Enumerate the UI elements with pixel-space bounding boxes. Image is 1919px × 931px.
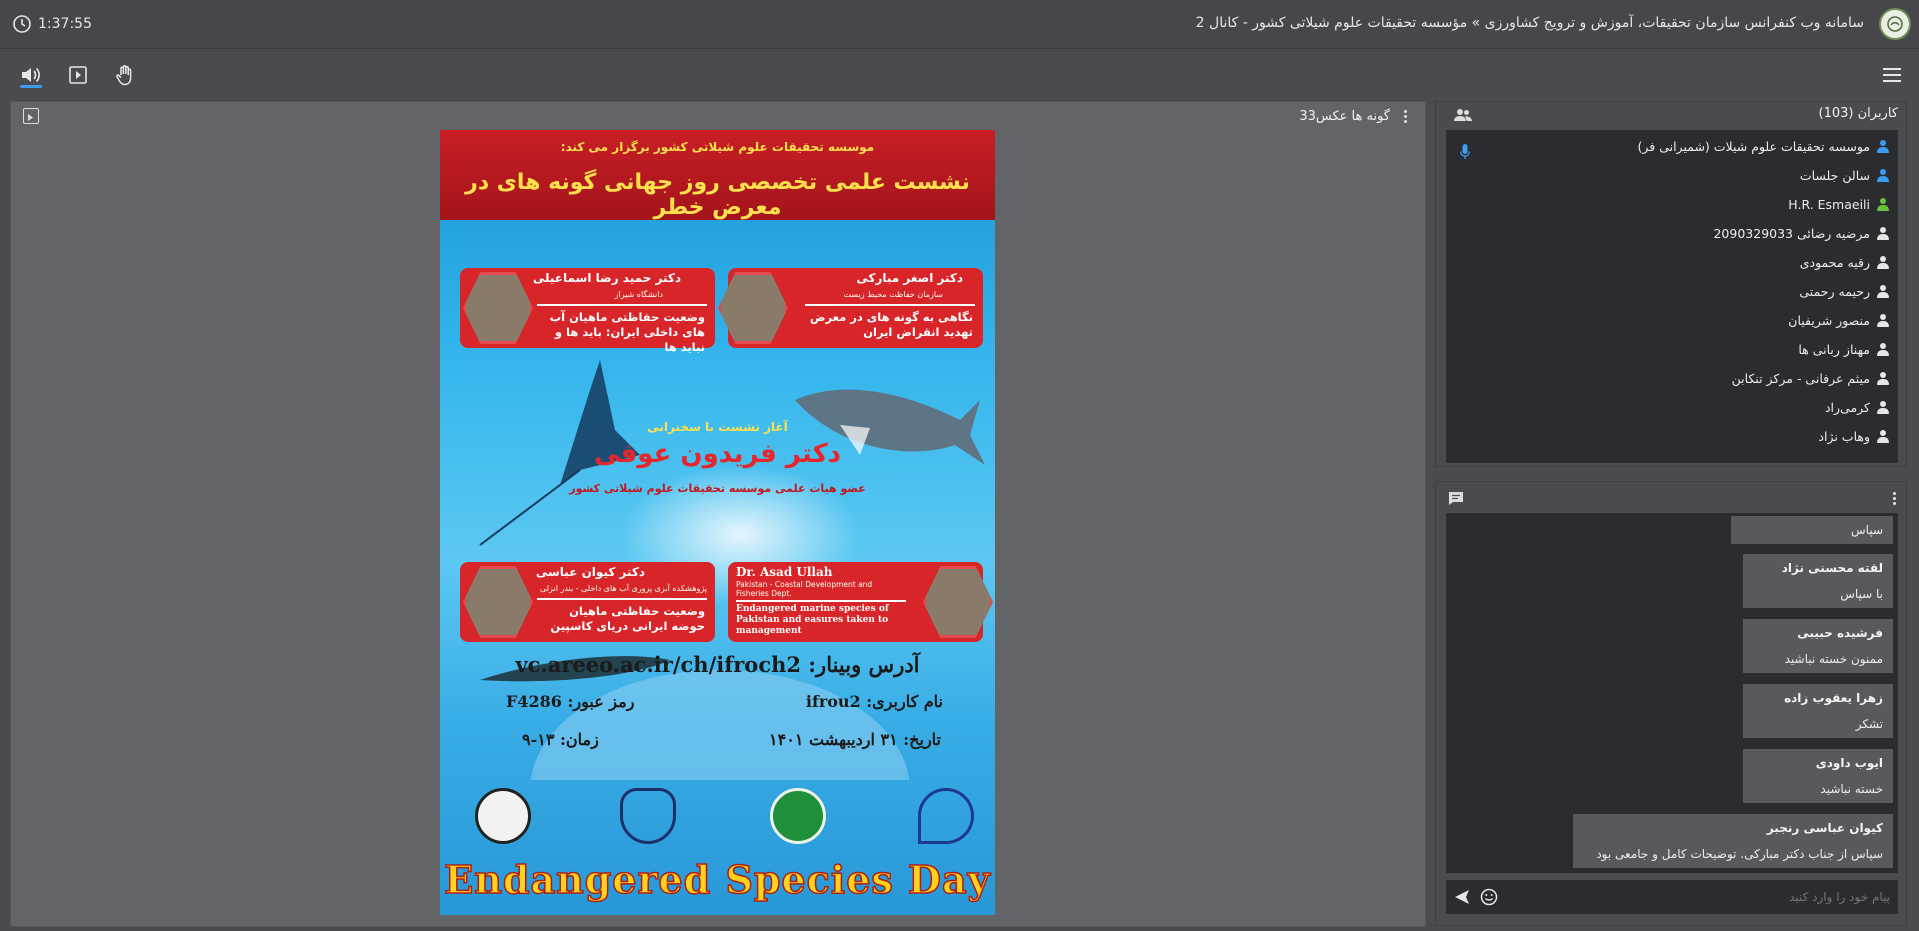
speaker-affiliation: سازمان حفاظت محیط زیست xyxy=(843,290,943,299)
send-icon[interactable] xyxy=(1454,889,1470,905)
chat-message xyxy=(1743,619,1893,673)
presentation-options-button[interactable] xyxy=(1400,108,1411,125)
user-name: منصور شریفیان xyxy=(1788,313,1870,328)
user-list-item[interactable] xyxy=(1825,393,1890,422)
chat-message-author: فرشیده حبیبی xyxy=(1797,626,1883,640)
presentation-title: گونه ها عکس33 xyxy=(1299,109,1390,124)
speaker-name: دکتر اصغر مبارکی xyxy=(856,271,963,285)
chat-message xyxy=(1743,554,1893,608)
user-name: میثم عرفانی - مرکز تنکابن xyxy=(1731,371,1870,386)
user-list-item[interactable] xyxy=(1713,219,1890,248)
organization-logo xyxy=(1879,8,1911,40)
speaker-topic: وضعیت حفاظتی ماهیان حوضه ایرانی دریای کاسپین xyxy=(550,604,705,633)
poster-headline: نشست علمی تخصصی روز جهانی گونه های در معرض خطر xyxy=(465,170,970,220)
speaker-affiliation: دانشگاه شیراز xyxy=(614,290,663,299)
users-list[interactable] xyxy=(1446,130,1898,463)
user-name: H.R. Esmaeili xyxy=(1788,197,1870,212)
users-icon xyxy=(1454,108,1472,122)
sponsor-logo xyxy=(918,788,974,844)
chat-message-author: کیوان عباسی رنجبر xyxy=(1766,821,1883,835)
keynote-name: دکتر فریدون عوفی xyxy=(593,439,842,469)
raise-hand-button[interactable] xyxy=(112,62,138,88)
user-name: وهاب نژاد xyxy=(1818,429,1870,444)
user-list-item[interactable] xyxy=(1788,190,1890,219)
top-bar xyxy=(0,0,1919,49)
speaker-card-1 xyxy=(460,268,715,354)
chat-panel xyxy=(1435,481,1907,926)
user-list-item[interactable] xyxy=(1788,306,1890,335)
chat-message xyxy=(1743,684,1893,738)
speaker-topic: Endangered marine species of Pakistan and easures taken to management xyxy=(736,604,889,636)
keynote-role: عضو هیات علمی موسسه تحقیقات علوم شیلاتی کشور xyxy=(569,482,866,495)
user-icon xyxy=(1876,140,1890,154)
user-icon xyxy=(1876,430,1890,444)
chat-messages[interactable] xyxy=(1446,513,1898,873)
user-list-item[interactable] xyxy=(1799,277,1890,306)
speaker-photo xyxy=(923,566,993,638)
chat-message-author: لقته محسنی نژاد xyxy=(1781,561,1883,575)
speaker-card-3 xyxy=(460,562,715,642)
user-list-item[interactable] xyxy=(1732,364,1890,393)
presentation-slide xyxy=(440,130,995,915)
speaker-card-2 xyxy=(728,268,983,348)
sponsor-logo xyxy=(475,788,531,844)
webinar-time: زمان: ۱۳-۹ xyxy=(522,730,599,749)
user-name: موسسه تحقیقات علوم شیلات (شمیرانی فر) xyxy=(1637,139,1870,154)
minimize-icon xyxy=(24,111,37,124)
chat-message-text: سپاس از جناب دکتر مبارکی. توضیحات کامل و جامعی بود xyxy=(1596,847,1883,861)
webinar-username: نام کاربری: ifrou2 xyxy=(805,692,943,711)
user-icon xyxy=(1876,314,1890,328)
microphone-icon xyxy=(1460,144,1470,160)
chat-message xyxy=(1731,516,1893,544)
poster-banner: Endangered Species Day xyxy=(444,857,991,902)
speaker-name: دکتر کیوان عباسی xyxy=(535,565,645,579)
user-icon xyxy=(1876,169,1890,183)
chat-message xyxy=(1573,814,1893,868)
user-icon xyxy=(1876,401,1890,415)
speaker-photo xyxy=(463,272,533,344)
chat-message-text: تشکر xyxy=(1855,717,1883,731)
user-name: رحیمه رحمتی xyxy=(1799,284,1870,299)
chat-message-author: زهرا یعقوب زاده xyxy=(1784,691,1883,705)
user-list-item[interactable] xyxy=(1637,132,1890,161)
session-timer xyxy=(12,14,92,34)
speaker-name: Dr. Asad Ullah xyxy=(736,565,833,579)
hamburger-menu-button[interactable] xyxy=(1879,62,1905,88)
user-list-item[interactable] xyxy=(1798,335,1890,364)
sponsor-logo xyxy=(620,788,676,844)
divider xyxy=(805,304,975,306)
divider xyxy=(537,304,707,306)
user-name: مرضیه رضائی 2090329033 xyxy=(1713,226,1870,241)
timer-value: 1:37:55 xyxy=(38,16,92,32)
webinar-address: آدرس وبینار: vc.areeo.ac.ir/ch/ifroch2 xyxy=(515,652,920,677)
chat-options-button[interactable] xyxy=(1889,490,1900,507)
webinar-date: تاریخ: ۳۱ اردیبهشت ۱۴۰۱ xyxy=(769,730,941,749)
hand-icon xyxy=(115,64,135,86)
speaker-affiliation: پژوهشکده آبزی پروری آب های داخلی - بندر انزلی xyxy=(539,584,707,593)
divider xyxy=(736,600,906,602)
users-count-title: کاربران (103) xyxy=(1818,106,1898,121)
user-list-item[interactable] xyxy=(1800,161,1890,190)
user-list-item[interactable] xyxy=(1800,248,1890,277)
toolbar xyxy=(0,50,1919,100)
present-icon xyxy=(68,65,88,85)
chat-message xyxy=(1743,749,1893,803)
user-name: کرمی‌راد xyxy=(1824,400,1870,415)
poster-organizer-line: موسسه تحقیقات علوم شیلاتی کشور برگزار می کند: xyxy=(560,140,875,154)
user-icon xyxy=(1876,227,1890,241)
minimize-presentation-button[interactable] xyxy=(23,108,39,124)
chat-message-author: ایوب داودی xyxy=(1815,756,1883,770)
user-name: مهناز ربانی ها xyxy=(1798,342,1870,357)
speaker-name: دکتر حمید رضا اسماعیلی xyxy=(532,271,681,285)
speaker-photo xyxy=(718,272,788,344)
presentation-header xyxy=(1299,108,1411,125)
speaker-icon xyxy=(20,65,42,85)
speaker-affiliation: Pakistan - Coastal Development and Fisheries Dept. xyxy=(736,580,873,598)
divider xyxy=(537,598,707,600)
chat-message-text: با سپاس xyxy=(1840,587,1883,601)
user-icon xyxy=(1876,198,1890,212)
chat-message-text: خسته نباشید xyxy=(1820,782,1883,796)
chat-input-bar xyxy=(1446,880,1898,914)
user-list-item[interactable] xyxy=(1818,422,1890,451)
sponsor-logo xyxy=(770,788,826,844)
users-panel xyxy=(1435,101,1907,467)
chat-message-text: سپاس xyxy=(1851,523,1883,537)
speaker-card-4 xyxy=(728,562,983,642)
poster-header xyxy=(440,130,995,220)
speaker-active-indicator xyxy=(20,85,42,88)
user-icon xyxy=(1876,256,1890,270)
user-name: سالن جلسات xyxy=(1799,168,1870,183)
user-name: رقیه محمودی xyxy=(1799,255,1870,270)
speaker-photo xyxy=(463,566,533,638)
page-title: سامانه وب کنفرانس سازمان تحقیقات، آموزش و ترویج کشاورزی » مؤسسه تحقیقات علوم شیلاتی کشور - کانال 2 xyxy=(1195,15,1864,31)
clock-icon xyxy=(12,14,32,34)
speaker-topic: وضعیت حفاظتی ماهیان آب های داخلی ایران: باید ها و نباید ها xyxy=(549,310,705,354)
user-icon xyxy=(1876,343,1890,357)
keynote-intro: آغاز نشست با سخنرانی xyxy=(647,420,788,434)
chat-message-text: ممنون خسته نباشید xyxy=(1784,652,1883,666)
webinar-password: رمز عبور: F4286 xyxy=(506,692,635,711)
users-panel-header xyxy=(1436,102,1906,126)
emoji-icon[interactable] xyxy=(1480,888,1498,906)
screen-share-button[interactable] xyxy=(65,62,91,88)
chat-icon xyxy=(1448,491,1464,506)
speaker-topic: نگاهی به گونه های در معرض تهدید انقراض ایران xyxy=(809,310,973,339)
user-icon xyxy=(1876,285,1890,299)
chat-message-input[interactable] xyxy=(1530,886,1890,908)
user-icon xyxy=(1876,372,1890,386)
